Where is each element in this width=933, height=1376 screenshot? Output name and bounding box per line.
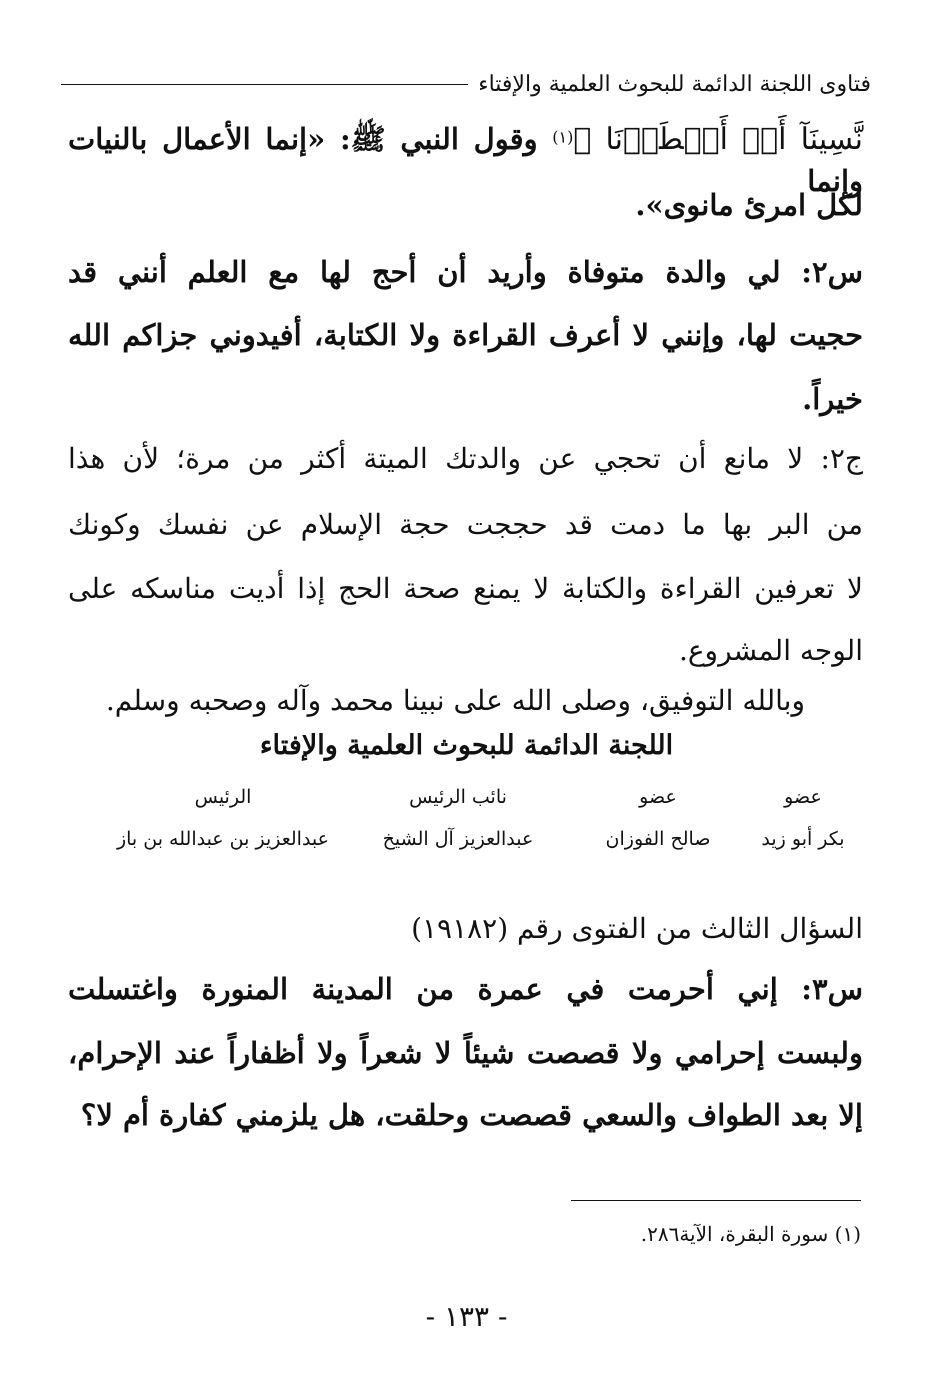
role-1: عضو <box>784 786 822 808</box>
hadith-text: وقول النبي ﷺ: «إنما الأعمال بالنيات وإنما <box>68 122 863 198</box>
answer-2-line-2: من البر بها ما دمت قد حججت حجة الإسلام عن نفسك وكونك <box>68 508 863 541</box>
name-4: عبدالعزيز بن عبدالله بن باز <box>116 828 330 850</box>
text-line-2: لكل امرئ مانوى». <box>635 188 863 222</box>
question-3-line-2: ولبست إحرامي ولا قصصت شيئاً لا شعراً ولا أظفاراً عند الإحرام، <box>68 1036 863 1070</box>
role-2: عضو <box>639 786 677 808</box>
page-number: - ١٣٣ - <box>425 1300 508 1333</box>
answer-2-line-4: الوجه المشروع. <box>678 634 863 667</box>
signatory-names <box>63 828 863 850</box>
question-2-line-3: خيراً. <box>802 382 863 416</box>
footnote: (١) سورة البقرة، الآية٢٨٦. <box>640 1222 861 1246</box>
role-3: نائب الرئيس <box>409 786 507 808</box>
running-head-title: فتاوى اللجنة الدائمة للبحوث العلمية والإفتاء <box>478 71 871 97</box>
footnote-rule <box>571 1200 861 1201</box>
fatwa-3-heading: السؤال الثالث من الفتوى رقم (١٩١٨٢) <box>411 912 863 945</box>
quran-verse: نَّسِينَآ أَوۡ أَخۡطَأۡنَا ﴾ <box>573 122 863 157</box>
name-3: عبدالعزيز آل الشيخ <box>382 828 534 850</box>
question-2-line-2: حجيت لها، وإنني لا أعرف القراءة ولا الكتابة، أفيدوني جزاكم الله <box>68 318 863 352</box>
question-3-line-3: إلا بعد الطواف والسعي قصصت وحلقت، هل يلزمني كفارة أم لا؟ <box>80 1098 863 1132</box>
name-1: بكر أبو زيد <box>761 828 845 850</box>
question-3-line-1: س٣: إني أحرمت في عمرة من المدينة المنورة واغتسلت <box>68 972 863 1006</box>
text-line-1 <box>68 122 863 198</box>
role-4: الرئيس <box>194 786 252 808</box>
name-2: صالح الفوزان <box>605 828 711 850</box>
answer-2-line-3: لا تعرفين القراءة والكتابة لا يمنع صحة الحج إذا أديت مناسكه على <box>68 572 863 605</box>
answer-2-line-1: ج٢: لا مانع أن تحجي عن والدتك الميتة أكثر من مرة؛ لأن هذا <box>68 442 863 475</box>
committee-title: اللجنة الدائمة للبحوث العلمية والإفتاء <box>259 730 674 761</box>
signatory-roles <box>63 786 863 808</box>
closing-line: وبالله التوفيق، وصلى الله على نبينا محمد وآله وصحبه وسلم. <box>105 684 805 717</box>
running-head <box>61 66 871 102</box>
question-2-line-1: س٢: لي والدة متوفاة وأريد أن أحج لها مع العلم أنني قد <box>68 255 863 289</box>
running-head-rule <box>61 84 468 85</box>
footnote-marker: (١) <box>552 127 574 147</box>
